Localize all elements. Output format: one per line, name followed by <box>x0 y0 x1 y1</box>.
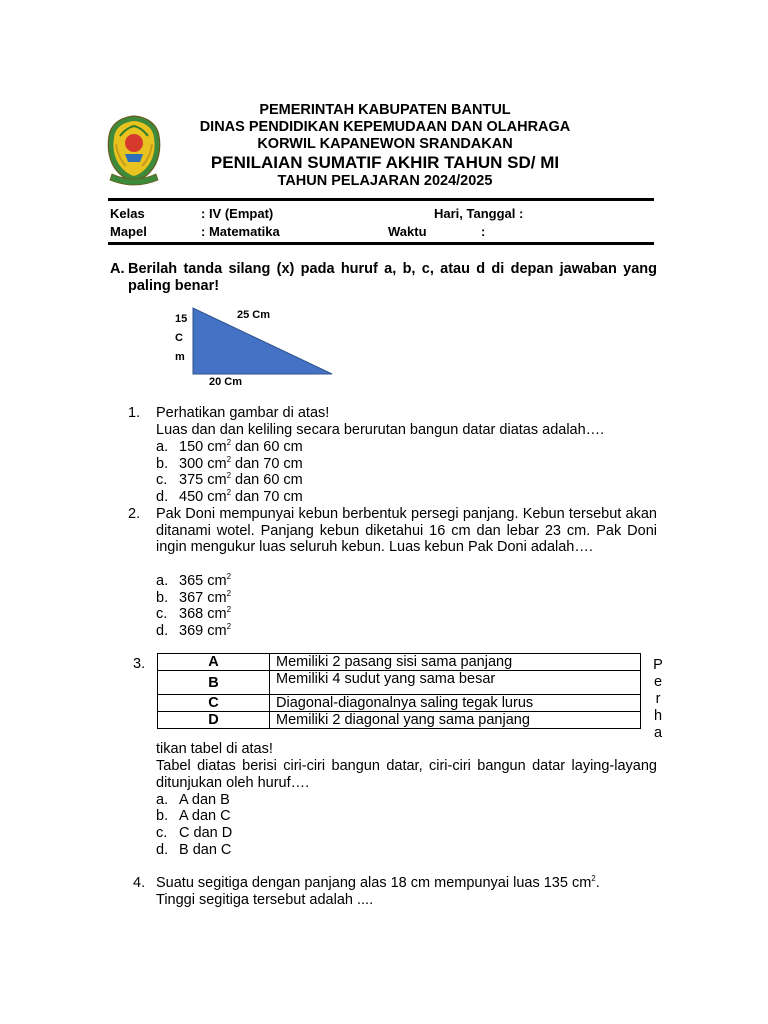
q3-option-b[interactable]: b. A dan C <box>156 808 231 824</box>
q4-line-2: Tinggi segitiga tersebut adalah .... <box>156 892 374 908</box>
table-key: D <box>158 712 270 729</box>
vertical-text: P e r h a <box>653 657 663 741</box>
q1-line-1: Perhatikan gambar di atas! <box>156 405 330 421</box>
kelas-value: : IV (Empat) <box>201 206 274 221</box>
q1-option-d[interactable]: d. 450 $cm^2$ dan 70 cm <box>156 488 303 505</box>
base-label: 20 Cm <box>209 376 243 388</box>
mapel-value: : Matematika <box>201 224 280 239</box>
table-key: B <box>158 671 270 695</box>
table-row <box>158 654 641 671</box>
header-line-2: DINAS PENDIDIKAN KEPEMUDAAN DAN OLAHRAGA <box>199 119 571 135</box>
section-letter: A. <box>110 261 125 277</box>
q3-text: Tabel diatas berisi ciri-ciri bangun datar, ciri-ciri bangun datar laying-layang ditunjukan oleh huruf…. <box>156 758 657 791</box>
hari-tanggal-label: Hari, Tanggal : <box>434 206 524 221</box>
q3-option-c[interactable]: c. C dan D <box>156 825 233 841</box>
q2-option-a[interactable]: a. 365 $cm^2$ <box>156 572 232 589</box>
q3-option-a[interactable]: a. A dan B <box>156 792 230 808</box>
table-desc: Diagonal-diagonalnya saling tegak lurus <box>270 695 641 712</box>
q1-option-a[interactable]: a. 150 $cm^2$ dan 60 cm <box>156 438 303 455</box>
kelas-label: Kelas <box>110 206 145 221</box>
q4-number: 4. <box>133 875 146 891</box>
table-row <box>158 671 641 695</box>
q2-option-d[interactable]: d. 369 $cm^2$ <box>156 622 232 639</box>
q2-number: 2. <box>128 506 141 522</box>
header-line-3: KORWIL KAPANEWON SRANDAKAN <box>257 136 513 152</box>
height-label-2: C <box>175 332 183 344</box>
header-line-1: PEMERINTAH KABUPATEN BANTUL <box>259 102 511 118</box>
table-desc: Memiliki 2 pasang sisi sama panjang <box>270 654 641 671</box>
info-divider <box>108 242 654 245</box>
q2-option-b[interactable]: b. 367 $cm^2$ <box>156 589 232 606</box>
q1-option-b[interactable]: b. 300 $cm^2$ dan 70 cm <box>156 455 303 472</box>
table-desc: Memiliki 2 diagonal yang sama panjang <box>270 712 641 729</box>
table-desc: Memiliki 4 sudut yang sama besar <box>270 671 641 695</box>
hypotenuse-label: 25 Cm <box>237 309 271 321</box>
table-key: A <box>158 654 270 671</box>
district-logo <box>106 114 162 188</box>
height-label-3: m <box>175 351 185 363</box>
q3-option-d[interactable]: d. B dan C <box>156 842 232 858</box>
q3-number: 3. <box>133 656 146 672</box>
q1-number: 1. <box>128 405 141 421</box>
table-key: C <box>158 695 270 712</box>
q2-text: Pak Doni mempunyai kebun berbentuk persegi panjang. Kebun tersebut akan ditanami wotel. Panjang kebun diketahui 16 cm dan lebar 23 cm. Pak Doni ingin mengukur luas seluruh kebun. Luas kebun Pak Doni adalah…. <box>156 506 657 556</box>
table-row <box>158 712 641 729</box>
q1-option-c[interactable]: c. 375 $cm^2$ dan 60 cm <box>156 471 303 488</box>
mapel-label: Mapel <box>110 224 147 239</box>
features-table <box>157 653 641 729</box>
q2-option-c[interactable]: c. 368 $cm^2$ <box>156 605 232 622</box>
q4-line-1: Suatu segitiga dengan panjang alas 18 cm mempunyai luas 135 $cm^2$. <box>156 874 600 891</box>
academic-year: TAHUN PELAJARAN 2024/2025 <box>277 173 493 189</box>
q1-line-2: Luas dan dan keliling secara berurutan bangun datar diatas adalah…. <box>156 422 605 438</box>
q3-line-after: tikan tabel di atas! <box>156 741 273 757</box>
waktu-label: Waktu <box>388 224 427 239</box>
waktu-colon: : <box>481 224 486 239</box>
table-row <box>158 695 641 712</box>
height-label-1: 15 <box>175 313 188 325</box>
exam-title: PENILAIAN SUMATIF AKHIR TAHUN SD/ MI <box>210 153 560 172</box>
section-instruction: Berilah tanda silang (x) pada huruf a, b, c, atau d di depan jawaban yang paling benar! <box>128 261 657 294</box>
header-divider <box>108 198 654 201</box>
